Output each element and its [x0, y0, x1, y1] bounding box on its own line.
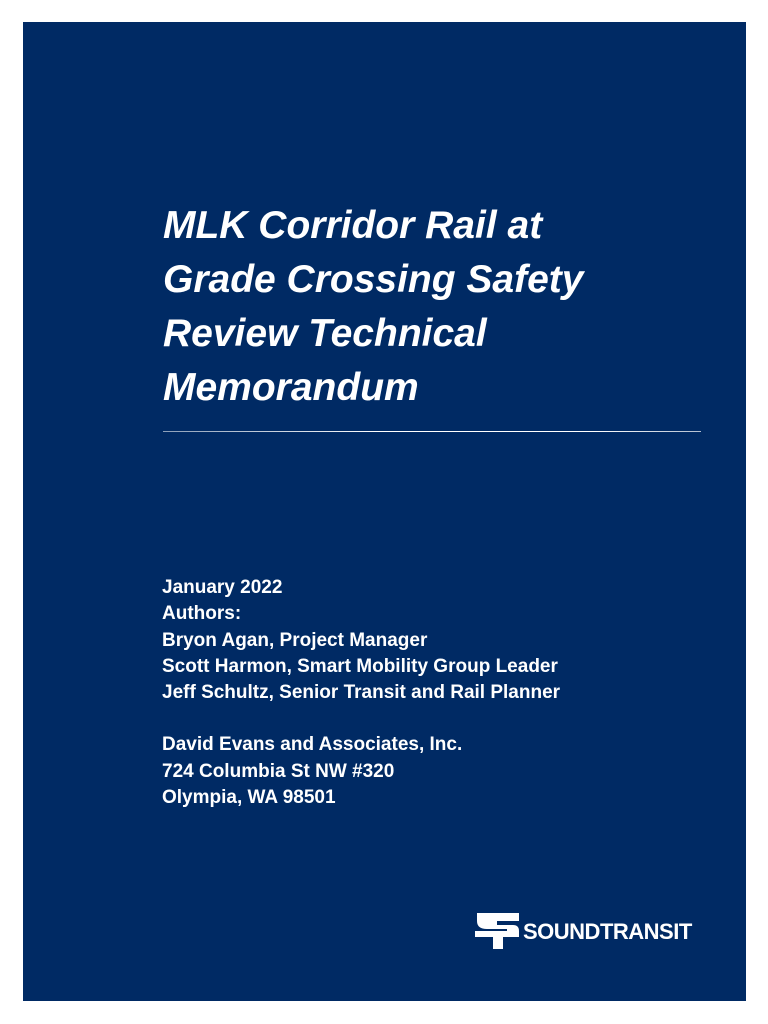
title-line: MLK Corridor Rail at — [163, 204, 543, 247]
sound-transit-logo — [473, 911, 713, 951]
address-line: 724 Columbia St NW #320 — [162, 760, 395, 782]
document-info — [162, 575, 560, 811]
publication-date: January 2022 — [162, 577, 283, 598]
address-line: Olympia, WA 98501 — [162, 787, 336, 809]
authors-label: Authors: — [162, 603, 242, 625]
logo-wordmark: SOUNDTRANSIT — [523, 919, 692, 944]
author-entry: Bryon Agan, Project Manager — [162, 629, 428, 651]
sound-transit-s-mark-icon — [473, 911, 521, 951]
title-line: Review Technical — [163, 312, 487, 355]
author-entry: Scott Harmon, Smart Mobility Group Leader — [162, 655, 558, 677]
title-divider — [163, 431, 701, 432]
cover-panel — [23, 22, 746, 1001]
title-line: Memorandum — [163, 366, 419, 409]
organization-name: David Evans and Associates, Inc. — [162, 734, 463, 756]
author-entry: Jeff Schultz, Senior Transit and Rail Planner — [162, 682, 561, 704]
title-line: Grade Crossing Safety — [163, 258, 584, 301]
spacer — [162, 706, 560, 732]
document-title — [163, 199, 723, 415]
